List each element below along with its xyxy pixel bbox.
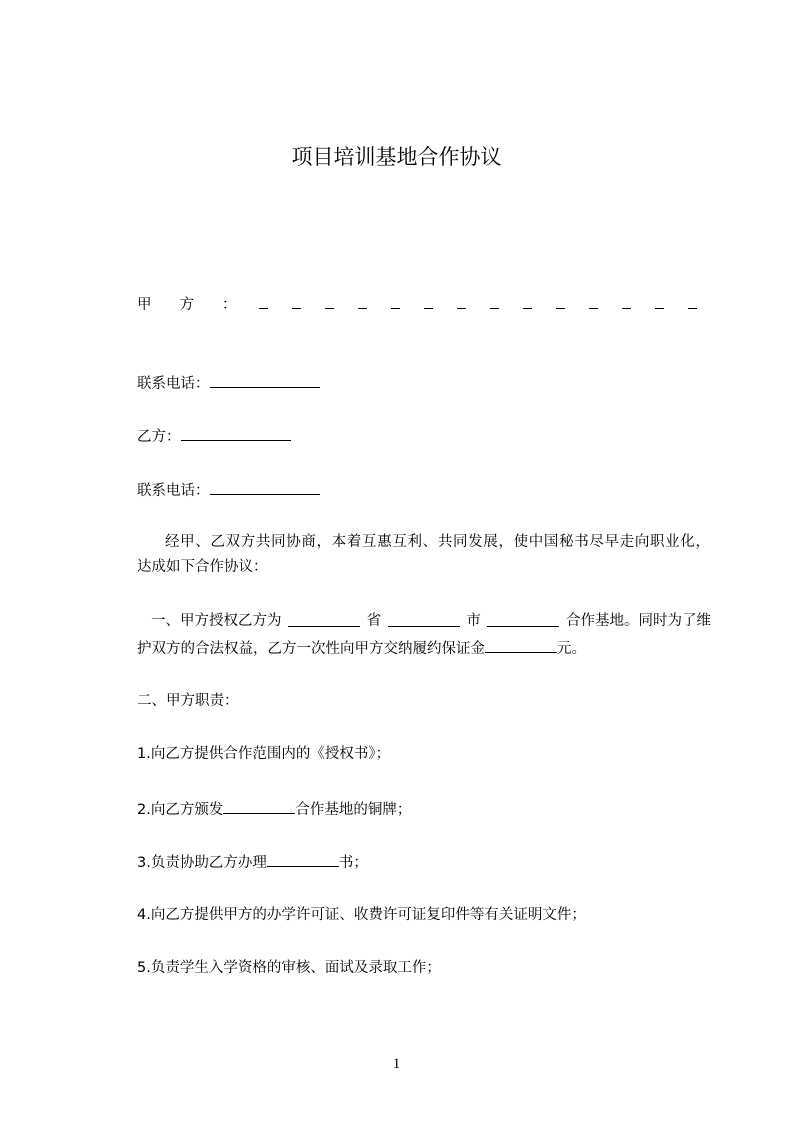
party-a-phone-line: [137, 373, 320, 393]
party-b-blank[interactable]: [181, 426, 291, 441]
clause-text: 一、甲方授权乙方为: [151, 613, 282, 629]
party-a-line: [137, 296, 697, 314]
party-a-blank[interactable]: [259, 297, 697, 313]
province-blank[interactable]: [288, 612, 360, 627]
party-b-line: [137, 426, 291, 446]
clause-2-heading: 二、甲方职责：: [137, 693, 239, 709]
list-item: 1.向乙方提供合作范围内的《授权书》；: [137, 746, 391, 762]
item-text: 合作基地的铜牌；: [295, 802, 412, 818]
party-a-label: 甲: [137, 297, 152, 313]
document-title: 项目培训基地合作协议: [291, 145, 502, 169]
item-text: 书；: [338, 855, 368, 871]
item-text: 2.向乙方颁发: [137, 802, 224, 818]
phone-blank[interactable]: [210, 373, 320, 388]
deposit-blank[interactable]: [485, 638, 557, 653]
party-a-label: 方: [179, 297, 194, 313]
page-number: 1: [392, 1056, 401, 1072]
phone-label: 联系电话：: [137, 376, 210, 392]
party-b-phone-line: [137, 480, 320, 500]
list-item: 4.向乙方提供甲方的办学许可证、收费许可证复印件等有关证明文件；: [137, 907, 586, 923]
base-blank[interactable]: [487, 612, 559, 627]
plaque-blank[interactable]: [223, 799, 295, 814]
phone-blank[interactable]: [210, 480, 320, 495]
clause-1-line-2: [137, 638, 586, 658]
item-text: 3.负责协助乙方办理: [137, 855, 267, 871]
clause-text: 合作基地。同时为了维: [565, 613, 711, 629]
clause-text: 省: [366, 613, 382, 629]
phone-label: 联系电话：: [137, 483, 210, 499]
intro-line-2: 达成如下合作协议：: [137, 559, 268, 575]
document-blank[interactable]: [267, 852, 339, 867]
clause-text: 市: [466, 613, 481, 629]
party-a-colon: ：: [222, 297, 237, 313]
party-b-label: 乙方：: [137, 429, 181, 445]
clause-text: 元。: [557, 641, 586, 657]
city-blank[interactable]: [388, 612, 460, 627]
list-item: [137, 852, 368, 872]
clause-text: 护双方的合法权益，乙方一次性向甲方交纳履约保证金: [137, 641, 485, 657]
list-item: [137, 799, 411, 819]
clause-1-line-1: [151, 612, 711, 630]
intro-line-1: 经甲、乙双方共同协商，本着互惠互利、共同发展，使中国秘书尽早走向职业化，: [165, 534, 710, 550]
list-item: 5.负责学生入学资格的审核、面试及录取工作；: [137, 960, 441, 976]
